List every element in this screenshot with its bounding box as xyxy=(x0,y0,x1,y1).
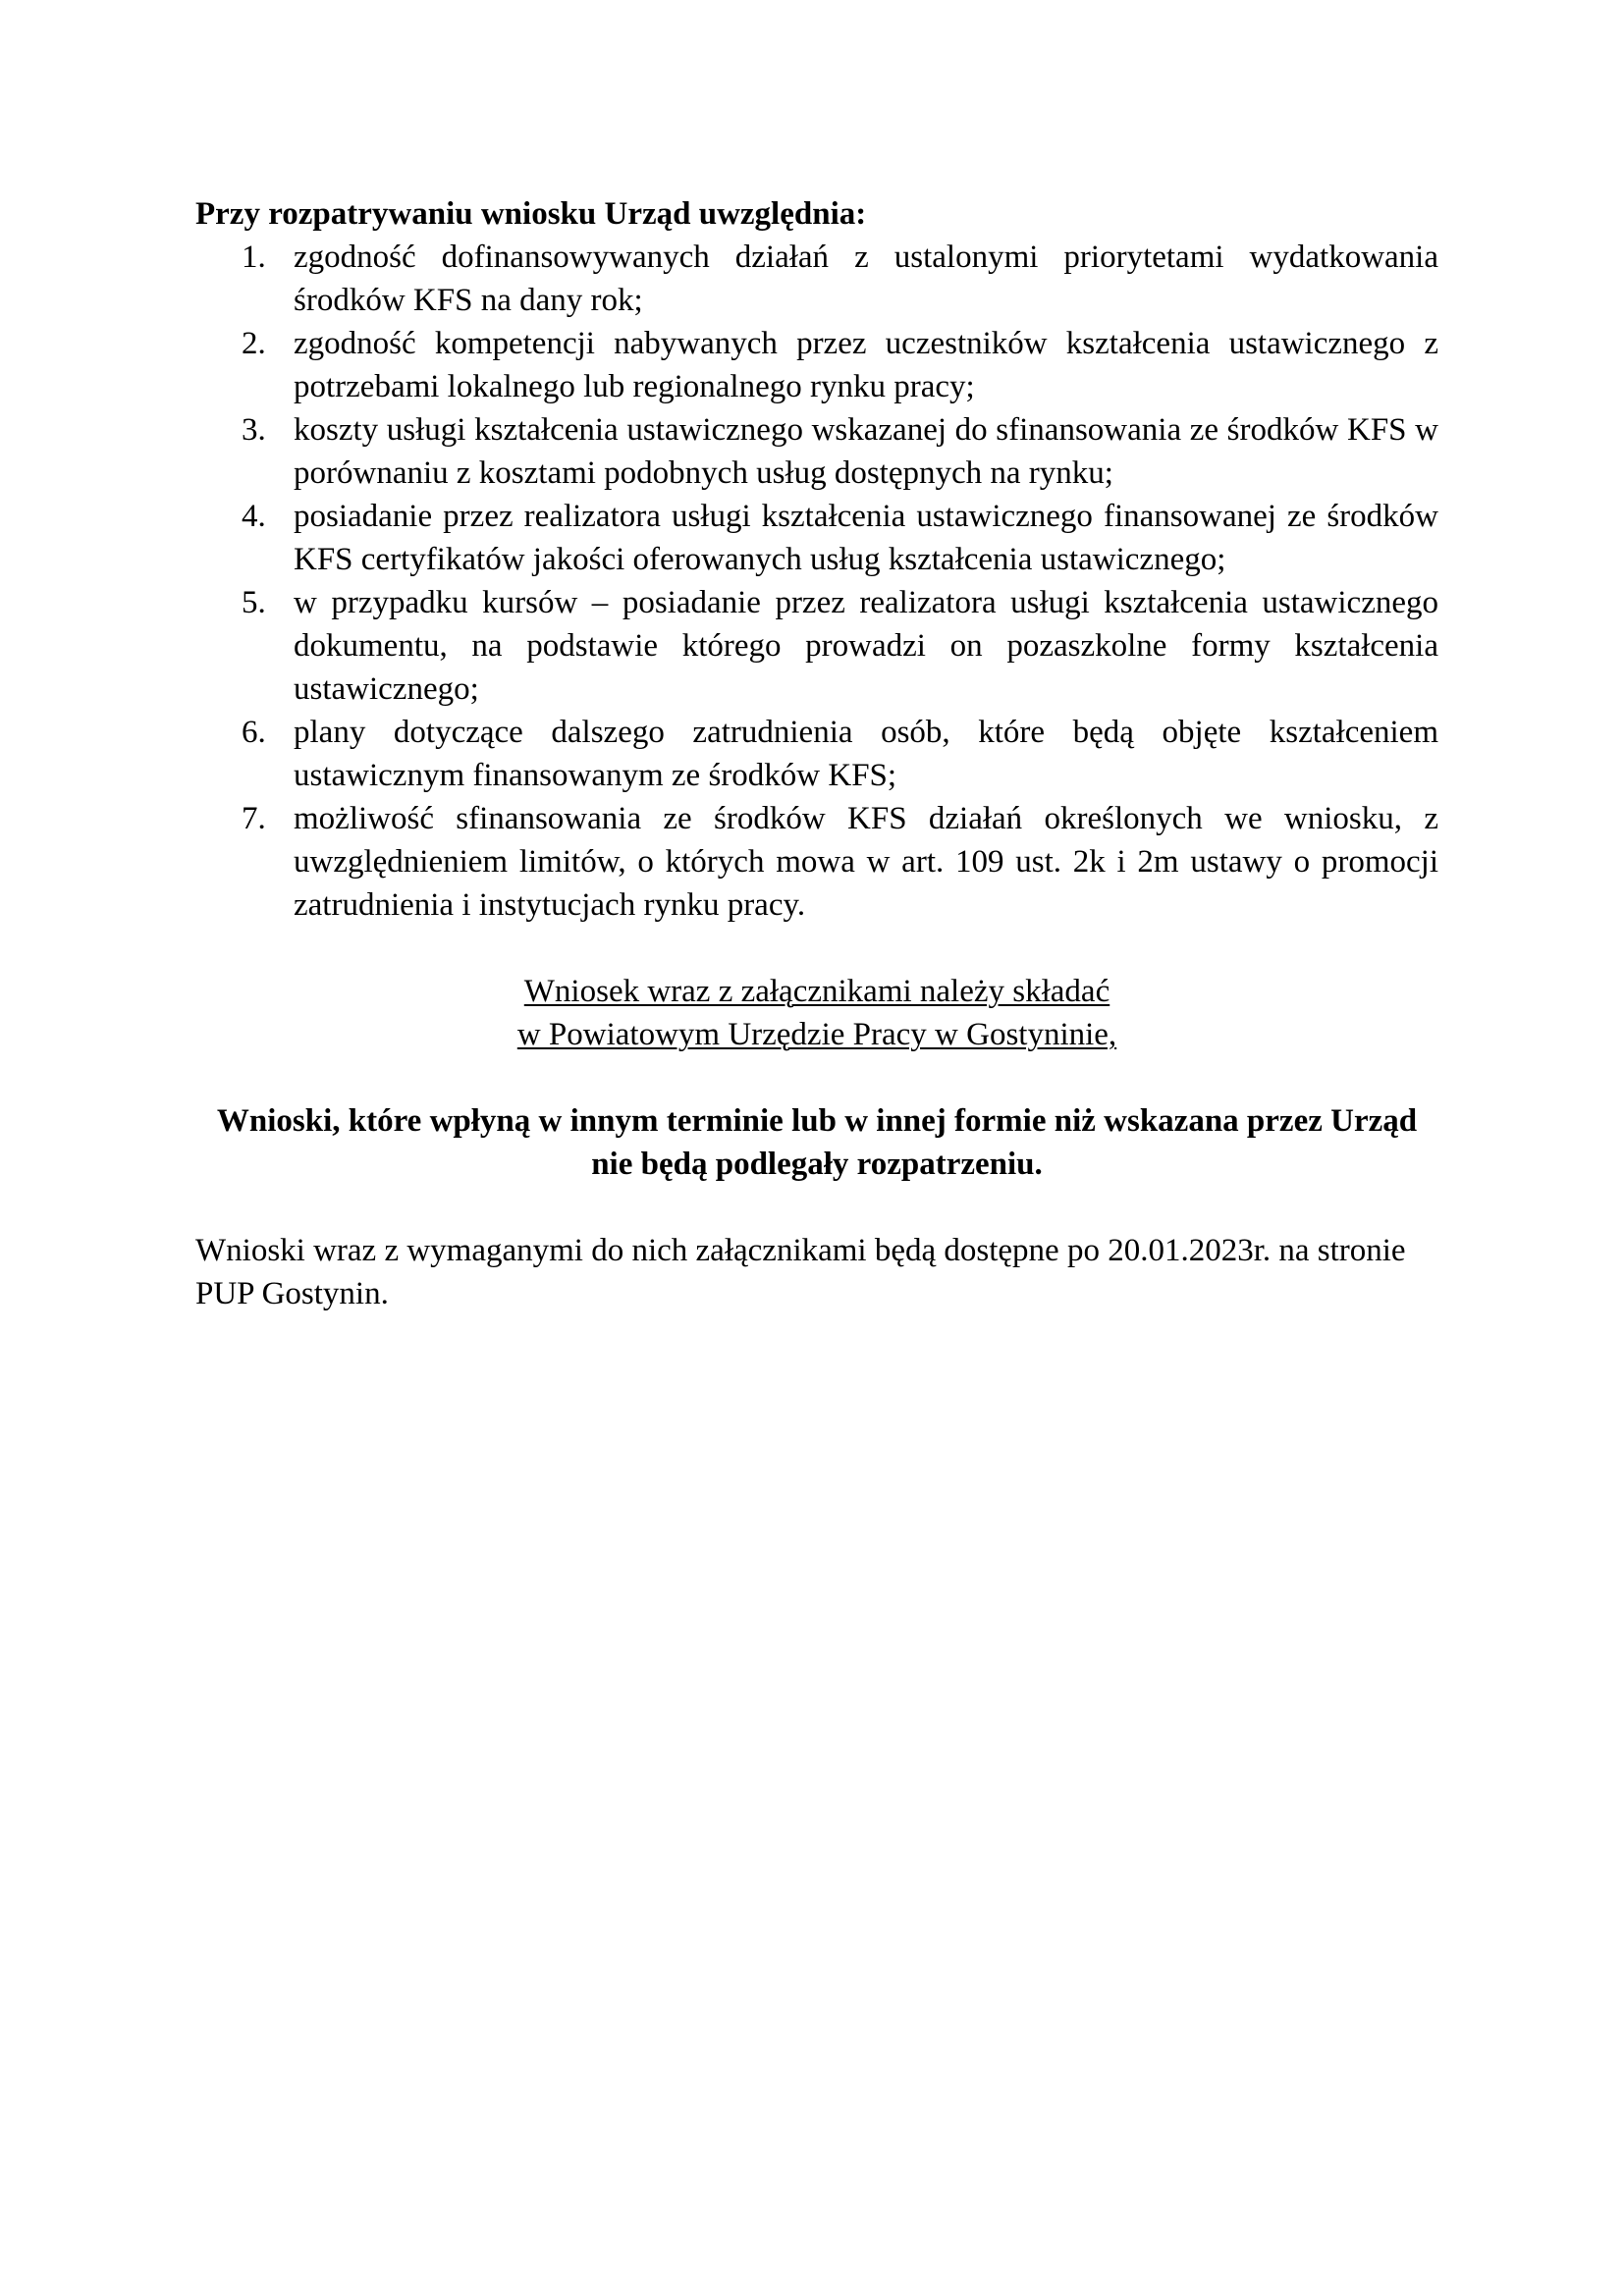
list-item-text: zgodność dofinansowywanych działań z ustalonymi priorytetami wydatkowania środków KFS na dany rok; xyxy=(294,240,1438,318)
list-item-number: 3. xyxy=(242,412,266,448)
submission-notice xyxy=(195,970,1438,1056)
list-item-number: 6. xyxy=(242,715,266,750)
section-heading: Przy rozpatrywaniu wniosku Urząd uwzględnia: xyxy=(195,196,867,232)
list-item-number: 1. xyxy=(242,240,266,275)
list-item xyxy=(195,236,1438,322)
deadline-warning-line-2: nie będą podlegały rozpatrzeniu. xyxy=(591,1147,1043,1182)
list-item-number: 7. xyxy=(242,801,266,836)
list-item xyxy=(195,797,1438,927)
submission-notice-line-2: w Powiatowym Urzędzie Pracy w Gostyninie, xyxy=(516,1017,1117,1052)
availability-note: Wnioski wraz z wymaganymi do nich załącznikami będą dostępne po 20.01.2023r. na stronie PUP Gostynin. xyxy=(195,1233,1406,1311)
document-body xyxy=(195,192,1438,1348)
list-item xyxy=(195,711,1438,797)
list-item-text: koszty usługi kształcenia ustawicznego wskazanej do sfinansowania ze środków KFS w porównaniu z kosztami podobnych usług dostępnych na rynku; xyxy=(294,412,1438,491)
deadline-warning xyxy=(195,1099,1438,1186)
list-item-text: posiadanie przez realizatora usługi kształcenia ustawicznego finansowanej ze środków KFS certyfikatów jakości oferowanych usług kształcenia ustawicznego; xyxy=(294,499,1438,577)
deadline-warning-line-1: Wnioski, które wpłyną w innym terminie lub w innej formie niż wskazana przez Urząd xyxy=(216,1103,1418,1139)
list-item xyxy=(195,581,1438,711)
list-item-number: 5. xyxy=(242,585,266,620)
list-item-number: 2. xyxy=(242,326,266,361)
list-item-text: zgodność kompetencji nabywanych przez uczestników kształcenia ustawicznego z potrzebami lokalnego lub regionalnego rynku pracy; xyxy=(294,326,1438,404)
list-item xyxy=(195,322,1438,408)
list-item-number: 4. xyxy=(242,499,266,534)
list-item xyxy=(195,495,1438,581)
list-item-text: plany dotyczące dalszego zatrudnienia osób, które będą objęte kształceniem ustawicznym finansowanym ze środków KFS; xyxy=(294,715,1438,793)
list-item-text: możliwość sfinansowania ze środków KFS działań określonych we wniosku, z uwzględnieniem limitów, o których mowa w art. 109 ust. 2k i 2m ustawy o promocji zatrudnienia i instytucjach rynku pracy. xyxy=(294,801,1438,923)
criteria-list xyxy=(195,236,1438,927)
submission-notice-line-1: Wniosek wraz z załącznikami należy składać xyxy=(523,974,1110,1009)
list-item-text: w przypadku kursów – posiadanie przez realizatora usługi kształcenia ustawicznego dokumentu, na podstawie którego prowadzi on pozaszkolne formy kształcenia ustawicznego; xyxy=(294,585,1438,707)
list-item xyxy=(195,408,1438,495)
